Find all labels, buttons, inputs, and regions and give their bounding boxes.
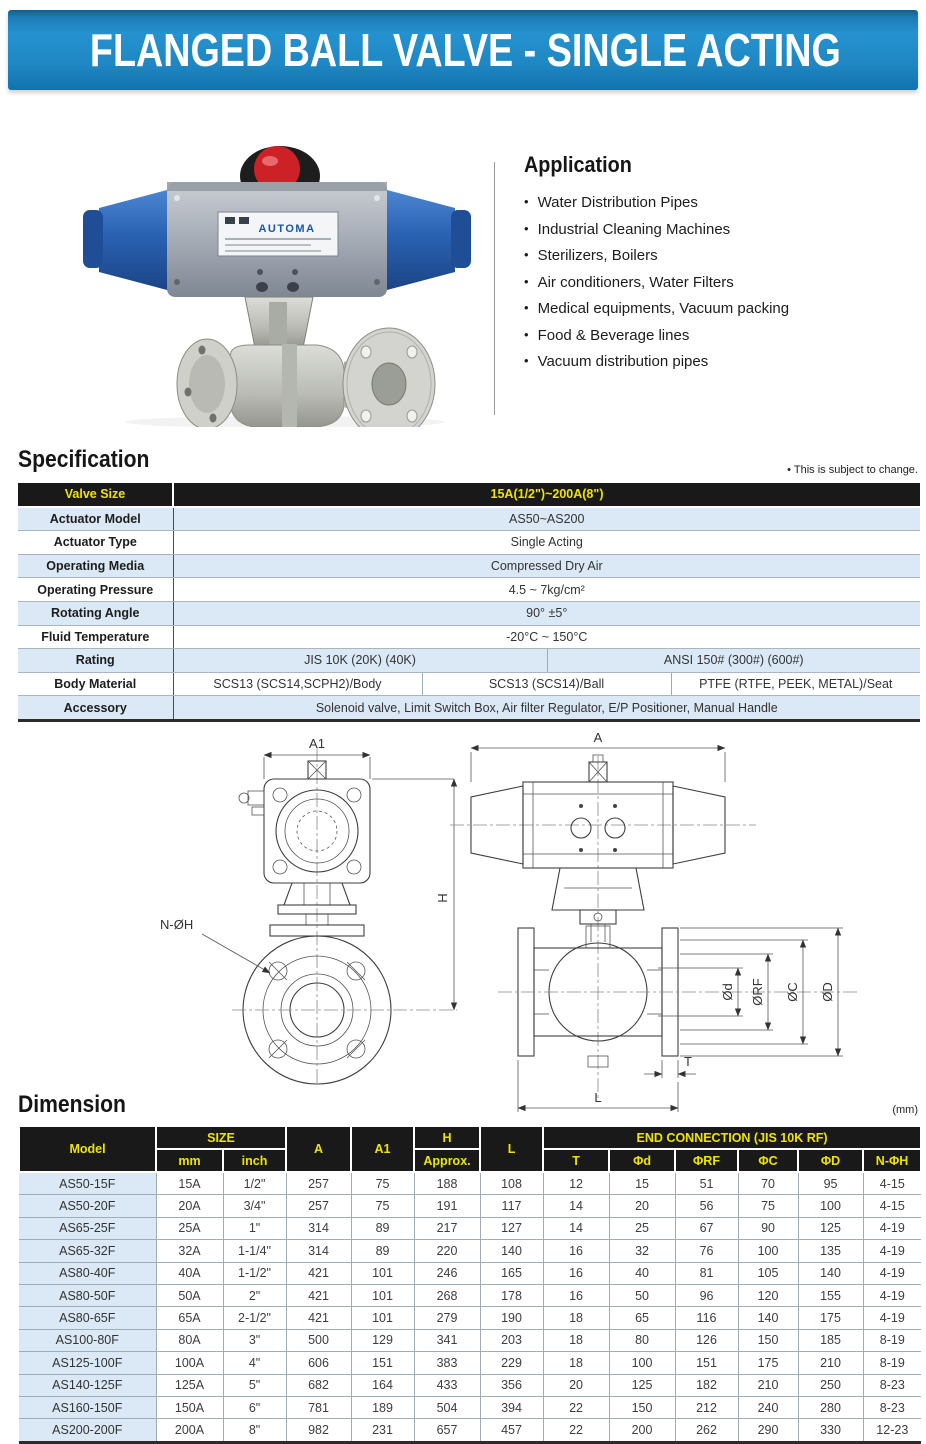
dimension-value-cell: 16	[543, 1262, 609, 1284]
dimension-value-cell: 268	[414, 1284, 480, 1306]
dim-label-h: H	[435, 893, 450, 903]
dimension-value-cell: 80A	[156, 1329, 223, 1351]
dimension-value-cell: 4-19	[863, 1217, 921, 1239]
col-header-t: T	[543, 1149, 609, 1172]
dimension-model-cell: AS65-32F	[19, 1240, 156, 1262]
dimension-value-cell: 89	[351, 1217, 414, 1239]
dimension-value-cell: 341	[414, 1329, 480, 1351]
dimension-model-cell: AS80-65F	[19, 1307, 156, 1329]
dimension-value-cell: 262	[675, 1419, 738, 1442]
dimension-value-cell: 2"	[223, 1284, 286, 1306]
dimension-value-cell: 95	[798, 1172, 863, 1195]
dimension-value-cell: 1-1/4"	[223, 1240, 286, 1262]
dimension-value-cell: 220	[414, 1240, 480, 1262]
dimension-value-cell: 120	[738, 1284, 798, 1306]
dimension-model-cell: AS50-15F	[19, 1172, 156, 1195]
dimension-heading: Dimension	[18, 1091, 126, 1118]
dimension-value-cell: 16	[543, 1284, 609, 1306]
dim-label-phi-d: Ød	[720, 983, 735, 1001]
dimension-value-cell: 105	[738, 1262, 798, 1284]
side-view-drawing	[438, 730, 878, 1120]
dimension-value-cell: 67	[675, 1217, 738, 1239]
dimension-row	[19, 1195, 921, 1217]
dimension-row	[19, 1419, 921, 1442]
dimension-value-cell: 178	[480, 1284, 543, 1306]
dimension-value-cell: 182	[675, 1374, 738, 1396]
dimension-model-cell: AS160-150F	[19, 1396, 156, 1418]
dimension-value-cell: 356	[480, 1374, 543, 1396]
col-header-model: Model	[19, 1126, 156, 1172]
dimension-value-cell: 231	[351, 1419, 414, 1442]
dimension-value-cell: 96	[675, 1284, 738, 1306]
dimension-value-cell: 200	[609, 1419, 675, 1442]
dimension-value-cell: 100	[738, 1240, 798, 1262]
application-heading: Application	[524, 152, 632, 177]
dimension-value-cell: 781	[286, 1396, 351, 1418]
spec-row	[18, 672, 920, 696]
dimension-value-cell: 89	[351, 1240, 414, 1262]
application-item: • Vacuum distribution pipes	[524, 349, 920, 376]
dimension-value-cell: 90	[738, 1217, 798, 1239]
dimension-value-cell: 191	[414, 1195, 480, 1217]
dimension-value-cell: 81	[675, 1262, 738, 1284]
dimension-value-cell: 101	[351, 1307, 414, 1329]
spec-row-value: AS50~AS200	[173, 507, 920, 531]
dimension-value-cell: 4-19	[863, 1284, 921, 1306]
col-header-l: L	[480, 1126, 543, 1172]
spec-row-label: Operating Media	[18, 554, 173, 578]
dimension-value-cell: 65A	[156, 1307, 223, 1329]
dimension-value-cell: 212	[675, 1396, 738, 1418]
spec-row-label: Rating	[18, 649, 173, 673]
dimension-value-cell: 4-19	[863, 1307, 921, 1329]
dimension-value-cell: 175	[738, 1352, 798, 1374]
dimension-value-cell: 80	[609, 1329, 675, 1351]
dimension-value-cell: 100	[609, 1352, 675, 1374]
right-flange	[343, 328, 435, 427]
application-list	[524, 190, 920, 376]
spec-row-value: 90° ±5°	[173, 601, 920, 625]
spec-row	[18, 696, 920, 721]
dimension-value-cell: 229	[480, 1352, 543, 1374]
dimension-value-cell: 125A	[156, 1374, 223, 1396]
dimension-value-cell: 108	[480, 1172, 543, 1195]
spec-row-value: ANSI 150# (300#) (600#)	[547, 649, 920, 673]
dimension-value-cell: 500	[286, 1329, 351, 1351]
col-header-inch: inch	[223, 1149, 286, 1172]
dimension-value-cell: 164	[351, 1374, 414, 1396]
front-view-drawing	[152, 733, 482, 1088]
dim-label-phi-dd: ØD	[820, 982, 835, 1002]
specification-table-container	[18, 483, 920, 722]
dimension-value-cell: 151	[351, 1352, 414, 1374]
spec-row-label: Rotating Angle	[18, 601, 173, 625]
dimension-value-cell: 135	[798, 1240, 863, 1262]
spec-row	[18, 531, 920, 555]
application-section	[524, 152, 920, 376]
spec-row-value: Single Acting	[173, 531, 920, 555]
dimension-value-cell: 5"	[223, 1374, 286, 1396]
dimension-value-cell: 151	[675, 1352, 738, 1374]
dimension-value-cell: 175	[798, 1307, 863, 1329]
dimension-value-cell: 257	[286, 1195, 351, 1217]
spec-table-body	[18, 483, 920, 720]
dimension-value-cell: 8-19	[863, 1329, 921, 1351]
col-header-end-connection: END CONNECTION (JIS 10K RF)	[543, 1126, 921, 1149]
spec-row-value: JIS 10K (20K) (40K)	[173, 649, 547, 673]
dimension-value-cell: 14	[543, 1217, 609, 1239]
dimension-value-cell: 246	[414, 1262, 480, 1284]
dimension-value-cell: 657	[414, 1419, 480, 1442]
dimension-value-cell: 279	[414, 1307, 480, 1329]
spec-row	[18, 649, 920, 673]
application-item: • Food & Beverage lines	[524, 323, 920, 350]
dimension-table-container	[18, 1125, 922, 1444]
dimension-value-cell: 18	[543, 1329, 609, 1351]
dimension-value-cell: 330	[798, 1419, 863, 1442]
dimension-value-cell: 15A	[156, 1172, 223, 1195]
col-header-a: A	[286, 1126, 351, 1172]
dimension-value-cell: 433	[414, 1374, 480, 1396]
col-header-size: SIZE	[156, 1126, 286, 1149]
dimension-value-cell: 150	[738, 1329, 798, 1351]
dimension-value-cell: 421	[286, 1262, 351, 1284]
dimension-model-cell: AS50-20F	[19, 1195, 156, 1217]
dim-label-a: A	[593, 730, 603, 745]
dim-label-t: T	[684, 1054, 692, 1069]
dimension-value-cell: 155	[798, 1284, 863, 1306]
dimension-model-cell: AS140-125F	[19, 1374, 156, 1396]
application-item: • Water Distribution Pipes	[524, 190, 920, 217]
dimension-value-cell: 190	[480, 1307, 543, 1329]
dimension-value-cell: 75	[738, 1195, 798, 1217]
dimension-value-cell: 8-23	[863, 1374, 921, 1396]
dimension-value-cell: 100A	[156, 1352, 223, 1374]
page-title-banner	[8, 10, 918, 90]
dimension-value-cell: 76	[675, 1240, 738, 1262]
dimension-value-cell: 4-15	[863, 1195, 921, 1217]
spec-header-row	[18, 483, 920, 507]
dimension-value-cell: 4-19	[863, 1262, 921, 1284]
dimension-row	[19, 1240, 921, 1262]
col-header-a1: A1	[351, 1126, 414, 1172]
dimension-value-cell: 210	[798, 1352, 863, 1374]
dimension-value-cell: 189	[351, 1396, 414, 1418]
left-end-cap	[99, 190, 167, 290]
dimension-value-cell: 4"	[223, 1352, 286, 1374]
product-photo	[55, 122, 475, 427]
dimension-value-cell: 125	[798, 1217, 863, 1239]
dimension-value-cell: 200A	[156, 1419, 223, 1442]
dimension-value-cell: 56	[675, 1195, 738, 1217]
dimension-value-cell: 150	[609, 1396, 675, 1418]
dimension-value-cell: 257	[286, 1172, 351, 1195]
actuator-nameplate	[218, 212, 338, 256]
dimension-value-cell: 20	[543, 1374, 609, 1396]
dimension-value-cell: 40A	[156, 1262, 223, 1284]
dimension-row	[19, 1172, 921, 1195]
spec-row-value: -20°C ~ 150°C	[173, 625, 920, 649]
dimension-unit: (mm)	[892, 1104, 918, 1116]
spec-row-label: Valve Size	[18, 483, 173, 507]
dimension-value-cell: 394	[480, 1396, 543, 1418]
dimension-value-cell: 51	[675, 1172, 738, 1195]
dimension-value-cell: 606	[286, 1352, 351, 1374]
dimension-row	[19, 1307, 921, 1329]
dimension-value-cell: 8-19	[863, 1352, 921, 1374]
page-title: FLANGED BALL VALVE - SINGLE ACTING	[89, 24, 841, 76]
right-end-cap	[387, 190, 455, 290]
dimension-value-cell: 129	[351, 1329, 414, 1351]
specification-heading: Specification	[18, 446, 150, 473]
dimension-model-cell: AS65-25F	[19, 1217, 156, 1239]
specification-table	[18, 483, 920, 722]
dimension-value-cell: 203	[480, 1329, 543, 1351]
dimension-value-cell: 140	[738, 1307, 798, 1329]
spec-row-label: Fluid Temperature	[18, 625, 173, 649]
col-header-n-phi-h: N-ΦH	[863, 1149, 921, 1172]
dimension-value-cell: 75	[351, 1172, 414, 1195]
dimension-value-cell: 421	[286, 1307, 351, 1329]
dimension-value-cell: 75	[351, 1195, 414, 1217]
dimension-value-cell: 50A	[156, 1284, 223, 1306]
dimension-row	[19, 1396, 921, 1418]
application-item: • Sterilizers, Boilers	[524, 243, 920, 270]
dimension-value-cell: 14	[543, 1195, 609, 1217]
dimension-value-cell: 210	[738, 1374, 798, 1396]
dimension-value-cell: 101	[351, 1262, 414, 1284]
dimension-value-cell: 2-1/2"	[223, 1307, 286, 1329]
dimension-value-cell: 25	[609, 1217, 675, 1239]
dimension-value-cell: 314	[286, 1240, 351, 1262]
dimension-value-cell: 982	[286, 1419, 351, 1442]
dimension-value-cell: 12	[543, 1172, 609, 1195]
dimension-table-body	[19, 1172, 921, 1442]
spec-row	[18, 507, 920, 531]
dimension-value-cell: 50	[609, 1284, 675, 1306]
dimension-value-cell: 25A	[156, 1217, 223, 1239]
spec-row-value: Solenoid valve, Limit Switch Box, Air filter Regulator, E/P Positioner, Manual Handle	[173, 696, 920, 721]
dimension-value-cell: 314	[286, 1217, 351, 1239]
dimension-row	[19, 1374, 921, 1396]
dimension-value-cell: 15	[609, 1172, 675, 1195]
spec-row	[18, 578, 920, 602]
dimension-value-cell: 117	[480, 1195, 543, 1217]
spec-row-value: PTFE (RTFE, PEEK, METAL)/Seat	[671, 672, 920, 696]
spec-row-value: SCS13 (SCS14,SCPH2)/Body	[173, 672, 422, 696]
dim-label-n-oh: N-ØH	[160, 917, 194, 932]
dimension-model-cell: AS100-80F	[19, 1329, 156, 1351]
dimension-value-cell: 65	[609, 1307, 675, 1329]
spec-row-value: 15A(1/2")~200A(8")	[173, 483, 920, 507]
spec-row-value: SCS13 (SCS14)/Ball	[422, 672, 671, 696]
dimension-value-cell: 20A	[156, 1195, 223, 1217]
dimension-value-cell: 125	[609, 1374, 675, 1396]
dimension-model-cell: AS80-40F	[19, 1262, 156, 1284]
dimension-value-cell: 70	[738, 1172, 798, 1195]
dimension-value-cell: 150A	[156, 1396, 223, 1418]
specification-note: • This is subject to change.	[787, 464, 918, 476]
dimension-value-cell: 8"	[223, 1419, 286, 1442]
dimension-value-cell: 22	[543, 1396, 609, 1418]
col-header-h-approx: Approx.	[414, 1149, 480, 1172]
dimension-value-cell: 12-23	[863, 1419, 921, 1442]
dimension-value-cell: 32	[609, 1240, 675, 1262]
dimension-row	[19, 1217, 921, 1239]
dimension-value-cell: 100	[798, 1195, 863, 1217]
dim-label-phi-rf: ØRF	[750, 978, 765, 1006]
col-header-phi-d: Φd	[609, 1149, 675, 1172]
spec-row	[18, 601, 920, 625]
dimension-value-cell: 3"	[223, 1329, 286, 1351]
dimension-value-cell: 6"	[223, 1396, 286, 1418]
spec-row-label: Operating Pressure	[18, 578, 173, 602]
dimension-value-cell: 188	[414, 1172, 480, 1195]
dimension-value-cell: 32A	[156, 1240, 223, 1262]
dimension-value-cell: 1-1/2"	[223, 1262, 286, 1284]
dimension-value-cell: 383	[414, 1352, 480, 1374]
dimension-value-cell: 8-23	[863, 1396, 921, 1418]
dimension-model-cell: AS200-200F	[19, 1419, 156, 1442]
dimension-value-cell: 290	[738, 1419, 798, 1442]
spec-row-label: Accessory	[18, 696, 173, 721]
dimension-value-cell: 280	[798, 1396, 863, 1418]
dimension-value-cell: 20	[609, 1195, 675, 1217]
dimension-value-cell: 116	[675, 1307, 738, 1329]
dimension-value-cell: 165	[480, 1262, 543, 1284]
application-item: • Industrial Cleaning Machines	[524, 217, 920, 244]
dimension-value-cell: 250	[798, 1374, 863, 1396]
dimension-value-cell: 3/4"	[223, 1195, 286, 1217]
dimension-value-cell: 185	[798, 1329, 863, 1351]
dimension-value-cell: 140	[480, 1240, 543, 1262]
spec-row-value: Compressed Dry Air	[173, 554, 920, 578]
brand-text: AUTOMA	[258, 223, 316, 235]
spec-row-label: Body Material	[18, 672, 173, 696]
dimension-value-cell: 421	[286, 1284, 351, 1306]
spec-row-value: 4.5 ~ 7kg/cm²	[173, 578, 920, 602]
dimension-value-cell: 127	[480, 1217, 543, 1239]
dimension-value-cell: 140	[798, 1262, 863, 1284]
dimension-row	[19, 1352, 921, 1374]
col-header-phi-c: ΦC	[738, 1149, 798, 1172]
dim-label-l: L	[594, 1090, 602, 1105]
dimension-value-cell: 217	[414, 1217, 480, 1239]
dimension-value-cell: 1"	[223, 1217, 286, 1239]
dimension-value-cell: 1/2"	[223, 1172, 286, 1195]
col-header-phi-rf: ΦRF	[675, 1149, 738, 1172]
application-item: • Medical equipments, Vacuum packing	[524, 296, 920, 323]
col-header-phi-dd: ΦD	[798, 1149, 863, 1172]
dimension-value-cell: 240	[738, 1396, 798, 1418]
dimension-value-cell: 4-19	[863, 1240, 921, 1262]
dimension-table	[18, 1125, 922, 1444]
dimension-row	[19, 1262, 921, 1284]
dimension-value-cell: 18	[543, 1307, 609, 1329]
dimension-model-cell: AS125-100F	[19, 1352, 156, 1374]
spec-row-label: Actuator Type	[18, 531, 173, 555]
dimension-model-cell: AS80-50F	[19, 1284, 156, 1306]
dimension-value-cell: 40	[609, 1262, 675, 1284]
dimension-value-cell: 682	[286, 1374, 351, 1396]
left-flange	[177, 339, 237, 427]
dimension-row	[19, 1284, 921, 1306]
dimension-value-cell: 504	[414, 1396, 480, 1418]
section-divider	[494, 162, 495, 415]
dim-label-phi-c: ØC	[785, 982, 800, 1002]
spec-row	[18, 625, 920, 649]
spec-row-label: Actuator Model	[18, 507, 173, 531]
dimension-value-cell: 4-15	[863, 1172, 921, 1195]
dimension-value-cell: 18	[543, 1352, 609, 1374]
dimension-value-cell: 126	[675, 1329, 738, 1351]
application-item: • Air conditioners, Water Filters	[524, 270, 920, 297]
dimension-table-head	[19, 1126, 921, 1172]
col-header-h: H	[414, 1126, 480, 1149]
dimension-value-cell: 457	[480, 1419, 543, 1442]
dimension-row	[19, 1329, 921, 1351]
dimension-value-cell: 16	[543, 1240, 609, 1262]
col-header-mm: mm	[156, 1149, 223, 1172]
dim-label-a1: A1	[309, 736, 325, 751]
dimension-value-cell: 101	[351, 1284, 414, 1306]
spec-row	[18, 554, 920, 578]
dimension-value-cell: 22	[543, 1419, 609, 1442]
